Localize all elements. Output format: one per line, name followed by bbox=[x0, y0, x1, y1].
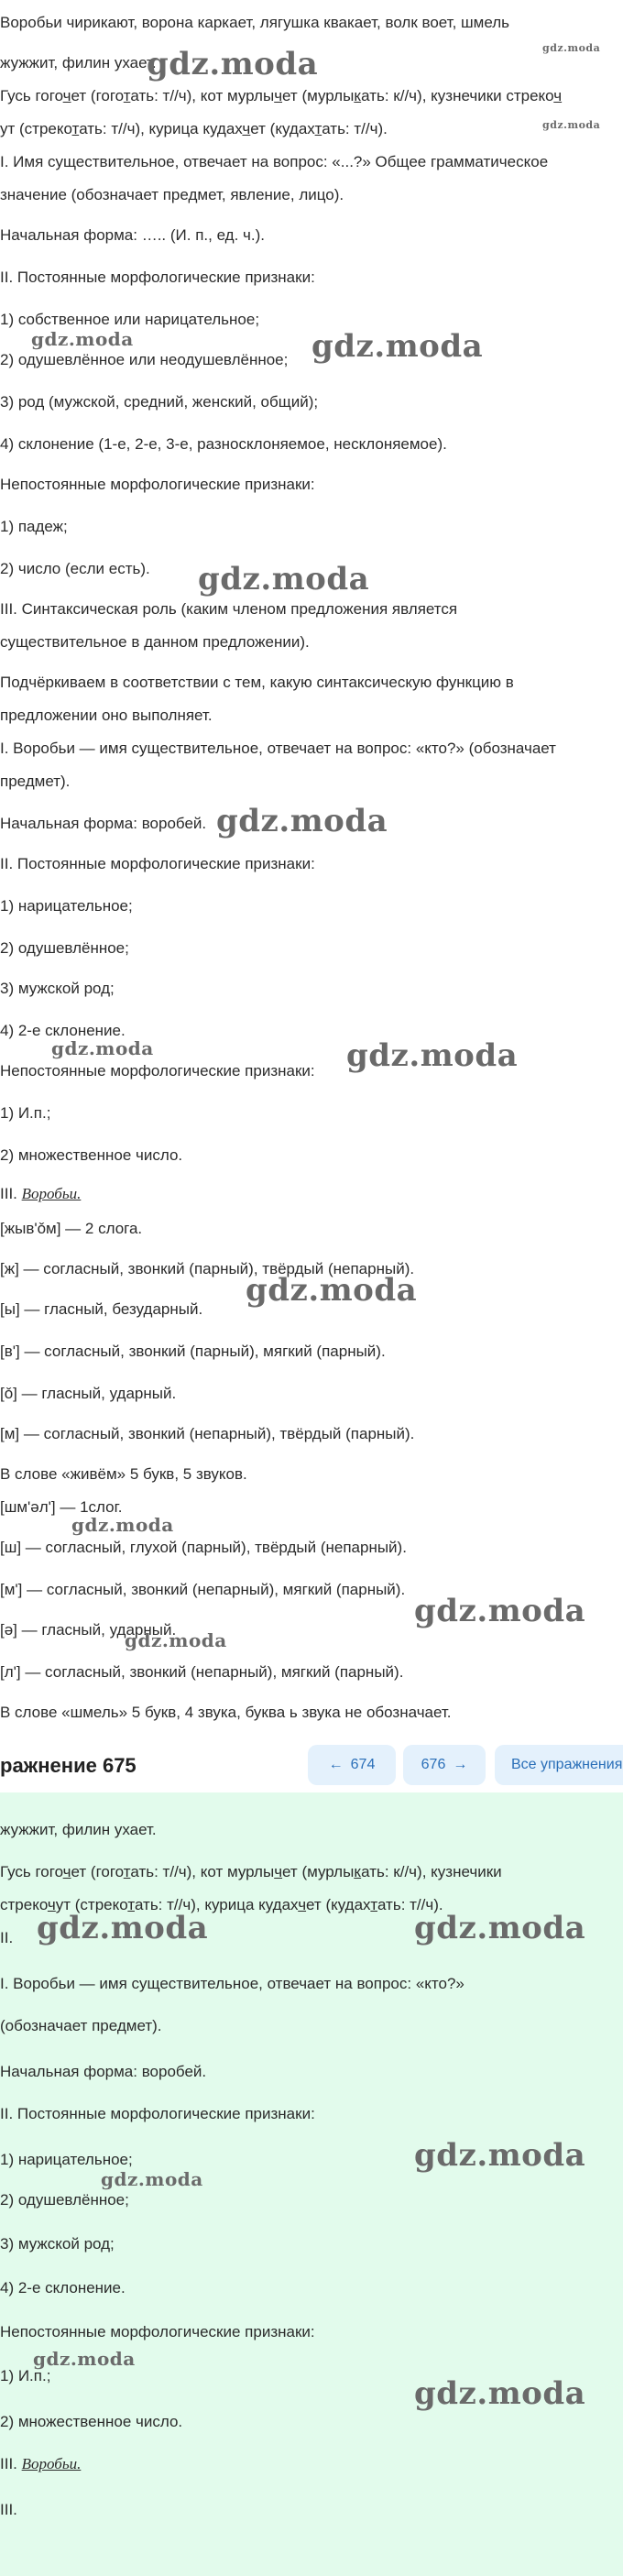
text-line: I. Воробьи — имя существительное, отвечает на вопрос: «кто?» (обозначает bbox=[0, 740, 556, 757]
text-line: жужжит, филин ухает. bbox=[0, 54, 157, 71]
text-line: Подчёркиваем в соответствии с тем, какую синтаксическую функцию в bbox=[0, 674, 514, 691]
text-line: 2) одушевлённое; bbox=[0, 2191, 129, 2209]
prev-exercise-button[interactable]: ← 674 bbox=[308, 1745, 396, 1785]
text-line: 1) И.п.; bbox=[0, 2367, 51, 2384]
text-line: Начальная форма: ….. (И. п., ед. ч.). bbox=[0, 226, 265, 244]
text-line: (обозначает предмет). bbox=[0, 2017, 162, 2034]
text-line: III. Синтаксическая роль (каким членом предложения является bbox=[0, 600, 458, 618]
text-line: II. Постоянные морфологические признаки: bbox=[0, 2105, 315, 2122]
text-line: предложении оно выполняет. bbox=[0, 707, 213, 724]
watermark-logo: gdz.moda bbox=[33, 2348, 136, 2370]
text-line: III. Воробьи. bbox=[0, 1185, 82, 1202]
text-line: [ǝ] — гласный, ударный. bbox=[0, 1621, 177, 1639]
text-line: 2) множественное число. bbox=[0, 1146, 183, 1164]
text-line: III. Воробьи. bbox=[0, 2455, 82, 2472]
goose-sentence-line: Гусь гогочет (гоготать: т//ч), кот мурлычет (мурлыкать: к//ч), кузнечики bbox=[0, 1863, 502, 1880]
watermark-logo: gdz.moda bbox=[414, 1910, 586, 1946]
exercise-title: ражнение 675 bbox=[0, 1754, 137, 1777]
highlighted-answer-section bbox=[0, 1792, 623, 2576]
arrow-left-icon: ← bbox=[328, 1757, 344, 1772]
watermark-logo: gdz.moda bbox=[346, 1037, 519, 1074]
watermark-logo: gdz.moda bbox=[414, 2375, 586, 2412]
text-line: В слове «живём» 5 букв, 5 звуков. bbox=[0, 1465, 247, 1483]
watermark-logo: gdz.moda bbox=[101, 2168, 203, 2190]
watermark-logo: gdz.moda bbox=[37, 1910, 209, 1946]
text-line: 4) 2-е склонение. bbox=[0, 2279, 126, 2296]
text-line: существительное в данном предложении). bbox=[0, 633, 310, 651]
text-line: [ж] — согласный, звонкий (парный), твёрдый (непарный). bbox=[0, 1260, 415, 1277]
text-line: 2) множественное число. bbox=[0, 2413, 183, 2430]
text-line: [жыв'ǒм] — 2 слога. bbox=[0, 1220, 143, 1237]
text-line: 4) склонение (1-е, 2-е, 3-е, разносклоняемое, несклоняемое). bbox=[0, 435, 447, 453]
goose-sentence-line: ут (стрекотать: т//ч), курица кудахчет (кудахтать: т//ч). bbox=[0, 120, 388, 137]
watermark-logo: gdz.moda bbox=[542, 42, 601, 54]
text-line: жужжит, филин ухает. bbox=[0, 1821, 157, 1838]
text-line: [м'] — согласный, звонкий (непарный), мягкий (парный). bbox=[0, 1581, 406, 1598]
text-line: I. Имя существительное, отвечает на вопрос: «...?» Общее грамматическое bbox=[0, 153, 549, 170]
text-line: 2) одушевлённое; bbox=[0, 939, 129, 957]
watermark-logo: gdz.moda bbox=[71, 1514, 174, 1536]
watermark-logo: gdz.moda bbox=[125, 1629, 227, 1651]
watermark-logo: gdz.moda bbox=[414, 1593, 586, 1629]
text-line: Непостоянные морфологические признаки: bbox=[0, 2323, 315, 2340]
text-line: 1) И.п.; bbox=[0, 1104, 51, 1122]
all-exercises-button[interactable]: Все упражнения bbox=[495, 1745, 623, 1785]
text-line: [л'] — согласный, звонкий (непарный), мягкий (парный). bbox=[0, 1663, 404, 1681]
text-line: 1) нарицательное; bbox=[0, 2151, 133, 2168]
watermark-logo: gdz.moda bbox=[31, 328, 134, 350]
text-line: 2) число (если есть). bbox=[0, 560, 150, 577]
text-line: [в'] — согласный, звонкий (парный), мягкий (парный). bbox=[0, 1343, 386, 1360]
text-line: Непостоянные морфологические признаки: bbox=[0, 1062, 315, 1080]
text-line: Воробьи чирикают, ворона каркает, лягушка квакает, волк воет, шмель bbox=[0, 14, 510, 31]
watermark-logo: gdz.moda bbox=[198, 561, 370, 597]
text-line: [ы] — гласный, безударный. bbox=[0, 1300, 203, 1318]
watermark-logo: gdz.moda bbox=[51, 1037, 154, 1059]
watermark-logo: gdz.moda bbox=[312, 328, 484, 365]
watermark-logo: gdz.moda bbox=[414, 2137, 586, 2174]
goose-sentence-line: Гусь гогочет (гоготать: т//ч), кот мурлычет (мурлыкать: к//ч), кузнечики стрекоч bbox=[0, 87, 563, 104]
arrow-right-icon: → bbox=[453, 1757, 468, 1772]
text-line: I. Воробьи — имя существительное, отвечает на вопрос: «кто?» bbox=[0, 1975, 465, 1992]
text-line: [ш] — согласный, глухой (парный), твёрдый (непарный). bbox=[0, 1539, 407, 1556]
text-line: 1) собственное или нарицательное; bbox=[0, 311, 260, 328]
text-line: 2) одушевлённое или неодушевлённое; bbox=[0, 351, 289, 368]
text-line: 3) мужской род; bbox=[0, 2235, 115, 2253]
text-line: предмет). bbox=[0, 773, 71, 790]
text-line: Непостоянные морфологические признаки: bbox=[0, 476, 315, 493]
text-line: [шм'ǝл'] — 1слог. bbox=[0, 1498, 123, 1516]
text-line: В слове «шмель» 5 букв, 4 звука, буква ь звука не обозначает. bbox=[0, 1704, 452, 1721]
watermark-logo: gdz.moda bbox=[216, 803, 388, 839]
text-line: Начальная форма: воробей. bbox=[0, 815, 207, 832]
watermark-logo: gdz.moda bbox=[246, 1272, 418, 1309]
text-line: значение (обозначает предмет, явление, лицо). bbox=[0, 186, 344, 203]
text-line: 3) род (мужской, средний, женский, общий); bbox=[0, 393, 319, 411]
text-line: [ǒ] — гласный, ударный. bbox=[0, 1385, 177, 1402]
text-line: [м] — согласный, звонкий (непарный), твёрдый (парный). bbox=[0, 1425, 415, 1442]
text-line: II. Постоянные морфологические признаки: bbox=[0, 855, 315, 872]
text-line: 4) 2-е склонение. bbox=[0, 1022, 126, 1039]
text-line: 3) мужской род; bbox=[0, 980, 115, 997]
watermark-logo: gdz.moda bbox=[542, 119, 601, 131]
goose-sentence-line: стрекочут (стрекотать: т//ч), курица кудахчет (кудахтать: т//ч). bbox=[0, 1896, 443, 1913]
text-line: II. bbox=[0, 1929, 14, 1946]
text-line: III. bbox=[0, 2501, 17, 2518]
text-line: 1) падеж; bbox=[0, 518, 68, 535]
text-line: Начальная форма: воробей. bbox=[0, 2063, 207, 2080]
text-line: 1) нарицательное; bbox=[0, 897, 133, 915]
exercise-nav bbox=[0, 1739, 623, 1792]
next-exercise-button[interactable]: 676 → bbox=[403, 1745, 486, 1785]
watermark-logo: gdz.moda bbox=[147, 46, 319, 82]
text-line: II. Постоянные морфологические признаки: bbox=[0, 269, 315, 286]
